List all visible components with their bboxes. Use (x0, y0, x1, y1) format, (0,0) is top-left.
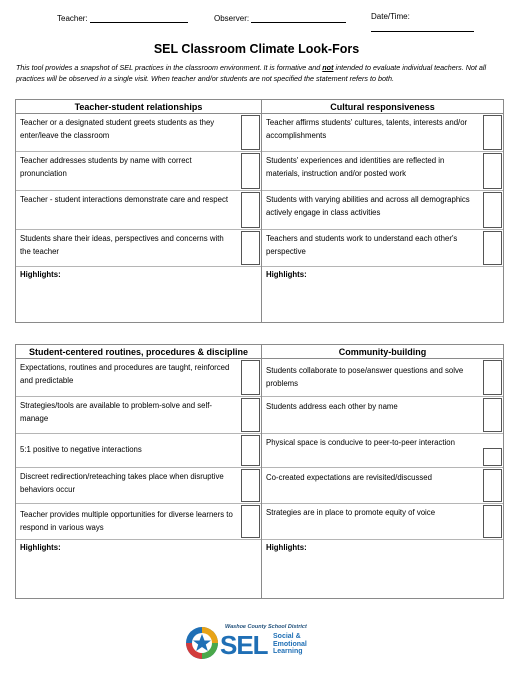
district-logo (185, 624, 325, 662)
highlights-label: Highlights: (20, 543, 61, 552)
check-box[interactable] (241, 435, 260, 466)
look-for-row: Expectations, routines and procedures are taught, reinforced and predictable (16, 359, 261, 397)
highlights-label: Highlights: (20, 270, 61, 279)
observer-input-line[interactable] (251, 22, 346, 23)
star-wheel-icon (185, 626, 219, 660)
check-box[interactable] (241, 115, 260, 150)
look-for-row: Co-created expectations are revisited/discussed (262, 468, 503, 504)
check-box[interactable] (241, 505, 260, 538)
check-box[interactable] (241, 192, 260, 228)
highlights-label: Highlights: (266, 270, 307, 279)
community-building-column (261, 345, 503, 598)
check-box[interactable] (483, 360, 502, 395)
check-box[interactable] (483, 448, 502, 466)
look-for-row: Strategies/tools are available to problem-solve and self-manage (16, 397, 261, 434)
column-heading: Teacher-student relationships (16, 100, 261, 114)
column-heading: Community-building (262, 345, 503, 359)
teacher-student-relationships-column (16, 100, 261, 322)
column-heading: Student-centered routines, procedures & discipline (16, 345, 261, 359)
look-for-row: Teacher addresses students by name with correct pronunciation (16, 152, 261, 191)
not-emphasis: not (322, 63, 334, 72)
column-heading: Cultural responsiveness (262, 100, 503, 114)
check-box[interactable] (241, 360, 260, 395)
observer-label: Observer: (214, 14, 250, 23)
sel-subtitle: Social & Emotional Learning (273, 633, 307, 655)
routines-procedures-discipline-column (16, 345, 261, 598)
look-for-row: Discreet redirection/reteaching takes place when disruptive behaviors occur (16, 468, 261, 504)
look-for-row: Teacher or a designated student greets students as they enter/leave the classroom (16, 114, 261, 152)
look-for-row: Teacher - student interactions demonstrate care and respect (16, 191, 261, 230)
check-box[interactable] (483, 115, 502, 150)
check-box[interactable] (483, 153, 502, 189)
look-for-row: Students address each other by name (262, 397, 503, 434)
section-2 (15, 344, 504, 599)
datetime-input-line[interactable] (371, 31, 474, 32)
observer-field (214, 14, 346, 23)
check-box[interactable] (483, 505, 502, 538)
check-box[interactable] (483, 398, 502, 432)
look-for-row: Teacher provides multiple opportunities for diverse learners to respond in various ways (16, 504, 261, 540)
check-box[interactable] (483, 231, 502, 265)
look-for-row: Students with varying abilities and across all demographics actively engage in class activities (262, 191, 503, 230)
look-for-row: Students collaborate to pose/answer questions and solve problems (262, 359, 503, 397)
look-for-row: Teachers and students work to understand each other's perspective (262, 230, 503, 267)
look-for-row: 5:1 positive to negative interactions (16, 434, 261, 468)
check-box[interactable] (241, 231, 260, 265)
intro-text: This tool provides a snapshot of SEL practices in the classroom environment. It is formative and not intended to evaluate individual teachers. Not all practices will be observed in a single visit. When teacher and/or students are not specified the statement refers to both. (16, 63, 487, 83)
look-for-row: Strategies are in place to promote equity of voice (262, 504, 503, 540)
cultural-responsiveness-column (261, 100, 503, 322)
check-box[interactable] (241, 153, 260, 189)
teacher-input-line[interactable] (90, 22, 188, 23)
datetime-label: Date/Time: (371, 12, 410, 21)
look-for-row: Students share their ideas, perspectives and concerns with the teacher (16, 230, 261, 267)
teacher-field (57, 14, 188, 23)
check-box[interactable] (483, 192, 502, 228)
check-box[interactable] (483, 469, 502, 502)
teacher-label: Teacher: (57, 14, 88, 23)
look-for-row: Students' experiences and identities are reflected in materials, instruction and/or posted work (262, 152, 503, 191)
district-name: Washoe County School District (225, 624, 307, 630)
check-box[interactable] (241, 469, 260, 502)
sel-mark: SEL (220, 630, 268, 660)
page-title: SEL Classroom Climate Look-Fors (153, 42, 360, 56)
section-1 (15, 99, 504, 323)
datetime-field (371, 12, 410, 21)
look-for-row: Physical space is conducive to peer-to-peer interaction (262, 434, 503, 468)
highlights-label: Highlights: (266, 543, 307, 552)
check-box[interactable] (241, 398, 260, 432)
look-for-row: Teacher affirms students' cultures, talents, interests and/or accomplishments (262, 114, 503, 152)
